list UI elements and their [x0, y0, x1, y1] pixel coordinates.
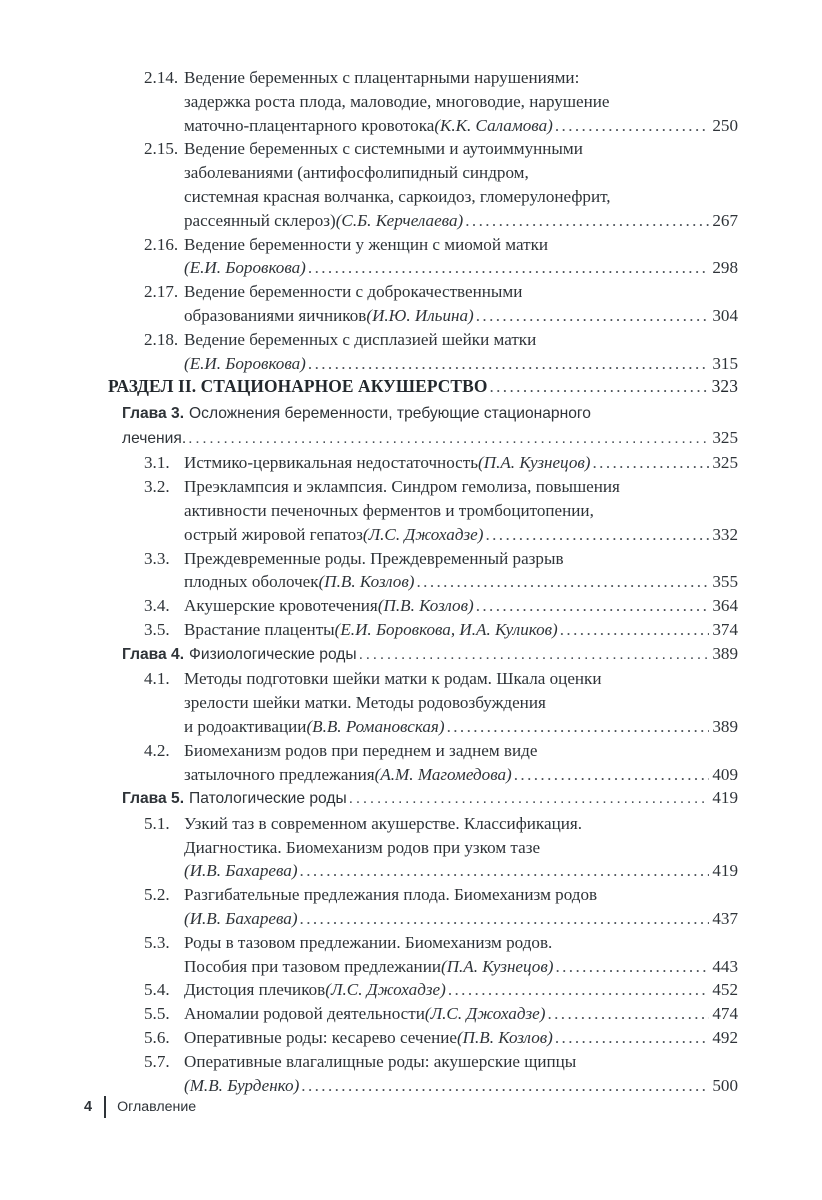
dot-leader — [465, 209, 709, 233]
toc-line — [108, 375, 738, 399]
toc-line — [144, 691, 738, 715]
section-title-line: Методы подготовки шейки матки к родам. Шкала оценки — [184, 669, 602, 689]
toc-entry[interactable] — [144, 812, 738, 883]
indent-spacer — [144, 836, 184, 860]
author-name: (П.В. Козлов) — [377, 596, 474, 616]
indent-spacer — [144, 691, 184, 715]
author-name: (М.В. Бурденко) — [184, 1075, 300, 1095]
section-title-line: Преэклампсия и эклампсия. Синдром гемолиза, повышения — [184, 477, 620, 497]
toc-entry[interactable] — [144, 978, 738, 1002]
toc-line — [144, 256, 738, 280]
section-title-line: Разгибательные предлежания плода. Биомеханизм родов — [184, 885, 598, 905]
table-of-contents — [108, 66, 738, 1097]
folio-number: 4 — [84, 1098, 93, 1115]
section-number: 3.2. — [144, 477, 170, 497]
chapter-title-line: Осложнения беременности, требующие стационарного — [189, 405, 591, 423]
section-number: 3.5. — [144, 619, 170, 639]
indent-spacer — [144, 715, 184, 739]
toc-line — [144, 570, 738, 594]
toc-line — [144, 90, 738, 114]
section-number: 2.14. — [144, 68, 179, 87]
toc-entry[interactable] — [144, 451, 738, 475]
toc-line — [144, 1002, 738, 1026]
indent-spacer — [144, 763, 184, 787]
toc-entry[interactable] — [144, 883, 738, 931]
page-number: 437 — [712, 909, 738, 929]
toc-line — [144, 185, 738, 209]
dot-leader — [448, 978, 710, 1002]
toc-line — [144, 114, 738, 138]
author-name: (П.В. Козлов) — [456, 1028, 553, 1048]
dot-leader — [476, 594, 710, 618]
toc-line — [144, 1074, 738, 1098]
toc-line — [144, 836, 738, 860]
section-title-line: рассеянный склероз) — [184, 210, 336, 230]
section-number: 2.17. — [144, 282, 179, 302]
section-title-line: Пособия при тазовом предлежании — [184, 956, 441, 976]
section-title-line: Биомеханизм родов при переднем и заднем виде — [184, 740, 538, 760]
toc-line — [122, 402, 738, 426]
toc-entry[interactable] — [122, 786, 738, 811]
page-number: 355 — [712, 572, 738, 592]
toc-line — [144, 328, 738, 352]
section-title-line: системная красная волчанка, саркоидоз, гломерулонефрит, — [184, 186, 611, 206]
indent-spacer — [144, 907, 184, 931]
chapter-title-line: Патологические роды — [189, 790, 347, 808]
dot-leader — [308, 256, 709, 280]
toc-line — [144, 618, 738, 642]
toc-line — [144, 859, 738, 883]
page-number: 332 — [712, 524, 738, 544]
dot-leader — [349, 787, 710, 811]
dot-leader — [555, 955, 709, 979]
section-number: 5.2. — [144, 885, 170, 905]
author-name: (П.А. Кузнецов) — [478, 453, 591, 473]
section-title-line: и родоактивации — [184, 716, 307, 736]
dot-leader — [308, 352, 709, 376]
section-title-line: Аномалии родовой деятельности — [184, 1004, 425, 1024]
footer-divider — [104, 1096, 106, 1118]
dot-leader — [592, 451, 709, 475]
indent-spacer — [144, 1074, 184, 1098]
indent-spacer — [144, 499, 184, 523]
toc-line — [144, 931, 738, 955]
indent-spacer — [144, 570, 184, 594]
toc-entry[interactable] — [122, 402, 738, 450]
page-number: 325 — [712, 427, 738, 447]
author-name: (И.Ю. Ильина) — [366, 305, 474, 325]
toc-line — [144, 715, 738, 739]
author-name: (Е.И. Боровкова) — [184, 258, 306, 278]
section-number: 5.4. — [144, 980, 170, 1000]
toc-line — [144, 907, 738, 931]
author-name: (С.Б. Керчелаева) — [335, 210, 464, 230]
section-number: 3.1. — [144, 453, 170, 473]
dot-leader — [300, 907, 710, 931]
page-number: 364 — [712, 596, 738, 616]
toc-line — [144, 594, 738, 618]
section-title-line: Ведение беременности с доброкачественными — [184, 282, 523, 302]
section-title-line: Ведение беременных с системными и аутоиммунными — [184, 139, 583, 159]
author-name: (П.А. Кузнецов) — [441, 956, 554, 976]
author-name: (А.М. Магомедова) — [374, 764, 512, 784]
chapter-title-line: лечения. — [122, 429, 187, 447]
chapter-title-line: Физиологические роды — [189, 645, 357, 663]
section-title-line: заболеваниями (антифосфолипидный синдром, — [184, 163, 529, 183]
toc-line — [122, 642, 738, 667]
indent-spacer — [144, 523, 184, 547]
section-title-line: острый жировой гепатоз — [184, 524, 363, 544]
page-number: 419 — [712, 788, 738, 808]
indent-spacer — [144, 161, 184, 185]
toc-line — [144, 475, 738, 499]
toc-entry[interactable] — [144, 1002, 738, 1026]
dot-leader — [416, 570, 709, 594]
section-number: 5.6. — [144, 1028, 170, 1048]
author-name: (Е.И. Боровкова, И.А. Куликов) — [334, 619, 558, 639]
author-name: (Л.С. Джохадзе) — [325, 980, 446, 1000]
section-title-line: плодных оболочек — [184, 572, 319, 592]
section-title-line: Ведение беременных с дисплазией шейки матки — [184, 329, 537, 349]
section-number: 3.4. — [144, 596, 170, 616]
section-number: 4.1. — [144, 669, 170, 689]
section-title-line: Ведение беременных с плацентарными нарушениями: — [184, 68, 580, 87]
section-number: 2.18. — [144, 329, 179, 349]
author-name: (Л.С. Джохадзе) — [424, 1004, 546, 1024]
page-number: 452 — [712, 980, 738, 1000]
toc-line — [144, 883, 738, 907]
page-number: 267 — [712, 210, 738, 230]
toc-entry[interactable] — [144, 328, 738, 376]
section-title-line: Истмико-цервикальная недостаточность — [184, 453, 479, 473]
toc-entry[interactable] — [144, 233, 738, 281]
toc-line — [144, 66, 738, 90]
section-title-line: Оперативные роды: кесарево сечение — [184, 1028, 457, 1048]
section-number: 4.2. — [144, 740, 170, 760]
section-title-line: Врастание плаценты — [184, 619, 335, 639]
part-title: РАЗДЕЛ II. СТАЦИОНАРНОЕ АКУШЕРСТВО — [108, 376, 488, 397]
section-title-line: образованиями яичников — [184, 305, 367, 325]
page-number: 389 — [712, 716, 738, 736]
toc-entry[interactable] — [144, 618, 738, 642]
page-number: 492 — [712, 1028, 738, 1048]
toc-entry[interactable] — [144, 547, 738, 595]
page-number: 389 — [712, 643, 738, 663]
section-title-line: активности печеночных ферментов и тромбоцитопении, — [184, 500, 594, 520]
page-number: 374 — [712, 619, 738, 639]
toc-line — [144, 812, 738, 836]
toc-entry[interactable] — [144, 739, 738, 787]
section-number: 2.16. — [144, 234, 179, 254]
indent-spacer — [144, 955, 184, 979]
dot-leader — [555, 114, 710, 138]
toc-entry[interactable] — [122, 642, 738, 667]
section-title-line: Акушерские кровотечения — [184, 596, 378, 616]
dot-leader — [447, 715, 710, 739]
dot-leader — [188, 427, 709, 451]
dot-leader — [489, 375, 708, 399]
page-number: 250 — [712, 115, 738, 135]
author-name: (В.В. Романовская) — [306, 716, 445, 736]
toc-line — [144, 739, 738, 763]
author-name: (И.В. Бахарева) — [184, 909, 298, 929]
indent-spacer — [144, 304, 184, 328]
toc-line — [144, 352, 738, 376]
author-name: (К.К. Саламова) — [434, 115, 553, 135]
toc-line — [144, 209, 738, 233]
toc-entry[interactable] — [144, 66, 738, 137]
toc-entry[interactable] — [144, 667, 738, 738]
dot-leader — [485, 523, 709, 547]
footer-label: Оглавление — [117, 1098, 197, 1115]
toc-line — [144, 955, 738, 979]
page-number: 409 — [712, 764, 738, 784]
section-number: 5.5. — [144, 1004, 170, 1024]
section-title-line: Узкий таз в современном акушерстве. Классификация. — [184, 813, 582, 833]
section-title-line: Роды в тазовом предлежании. Биомеханизм родов. — [184, 932, 553, 952]
toc-line — [144, 523, 738, 547]
toc-line — [144, 1050, 738, 1074]
page-number: 323 — [711, 376, 738, 397]
chapter-label: Глава 5. — [122, 790, 185, 808]
indent-spacer — [144, 114, 184, 138]
toc-line — [144, 137, 738, 161]
section-title-line: маточно-плацентарного кровотока — [184, 115, 435, 135]
toc-line — [122, 426, 738, 451]
section-title-line: Дистоция плечиков — [184, 980, 326, 1000]
toc-line — [144, 978, 738, 1002]
page-number: 298 — [712, 258, 738, 278]
dot-leader — [560, 618, 710, 642]
toc-entry[interactable] — [144, 594, 738, 618]
dot-leader — [476, 304, 710, 328]
section-number: 3.3. — [144, 548, 170, 568]
toc-entry[interactable] — [144, 1050, 738, 1098]
dot-leader — [555, 1026, 710, 1050]
indent-spacer — [144, 859, 184, 883]
section-number: 5.3. — [144, 932, 170, 952]
indent-spacer — [144, 185, 184, 209]
chapter-label: Глава 3. — [122, 405, 185, 423]
toc-line — [144, 763, 738, 787]
section-number: 5.7. — [144, 1051, 170, 1071]
section-title-line: Ведение беременности у женщин с миомой матки — [184, 234, 549, 254]
indent-spacer — [144, 209, 184, 233]
page-number: 315 — [712, 353, 738, 373]
dot-leader — [514, 763, 710, 787]
toc-line — [144, 280, 738, 304]
section-title-line: затылочного предлежания — [184, 764, 375, 784]
section-title-line: задержка роста плода, маловодие, многоводие, нарушение — [184, 91, 610, 111]
toc-entry[interactable] — [144, 1026, 738, 1050]
toc-line — [144, 233, 738, 257]
chapter-label: Глава 4. — [122, 645, 185, 663]
page-number: 304 — [712, 305, 738, 325]
toc-line — [144, 1026, 738, 1050]
indent-spacer — [144, 352, 184, 376]
dot-leader — [547, 1002, 709, 1026]
toc-line — [144, 451, 738, 475]
toc-entry[interactable] — [144, 475, 738, 546]
section-number: 2.15. — [144, 139, 179, 159]
dot-leader — [359, 643, 710, 667]
page-number: 474 — [712, 1004, 738, 1024]
author-name: (Е.И. Боровкова) — [184, 353, 306, 373]
section-title-line: Диагностика. Биомеханизм родов при узком тазе — [184, 837, 541, 857]
toc-entry[interactable] — [144, 137, 738, 232]
dot-leader — [301, 1074, 709, 1098]
page-number: 500 — [712, 1075, 738, 1095]
indent-spacer — [144, 256, 184, 280]
author-name: (Л.С. Джохадзе) — [362, 524, 484, 544]
page-number: 419 — [712, 861, 738, 881]
toc-entry[interactable] — [144, 931, 738, 979]
toc-line — [144, 547, 738, 571]
section-title-line: зрелости шейки матки. Методы родовозбуждения — [184, 693, 546, 713]
toc-entry[interactable] — [108, 375, 738, 399]
page-number: 443 — [712, 956, 738, 976]
dot-leader — [300, 859, 710, 883]
toc-line — [144, 161, 738, 185]
page-footer — [84, 1095, 196, 1119]
section-title-line: Оперативные влагалищные роды: акушерские щипцы — [184, 1051, 577, 1071]
section-title-line: Преждевременные роды. Преждевременный разрыв — [184, 548, 564, 568]
indent-spacer — [144, 90, 184, 114]
toc-line — [122, 786, 738, 811]
author-name: (П.В. Козлов) — [318, 572, 415, 592]
section-number: 5.1. — [144, 813, 170, 833]
toc-entry[interactable] — [144, 280, 738, 328]
toc-line — [144, 499, 738, 523]
toc-line — [144, 667, 738, 691]
author-name: (И.В. Бахарева) — [184, 861, 298, 881]
page-number: 325 — [712, 453, 738, 473]
toc-line — [144, 304, 738, 328]
